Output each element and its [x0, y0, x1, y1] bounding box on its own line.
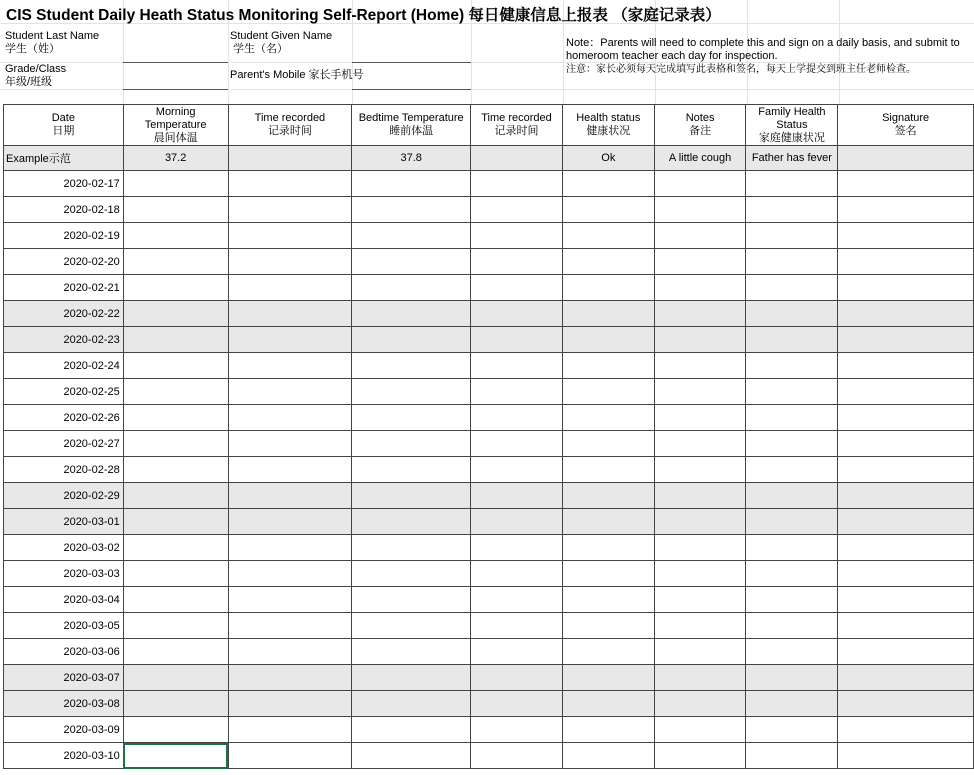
family-health-cell[interactable] — [746, 691, 838, 717]
signature-cell[interactable] — [838, 327, 974, 353]
header-signature: Signature 签名 — [838, 105, 974, 146]
time-recorded-2-cell[interactable] — [471, 431, 563, 457]
morning-temp-cell[interactable] — [123, 379, 228, 405]
header-time-recorded-2: Time recorded 记录时间 — [471, 105, 563, 146]
bedtime-temp-cell[interactable] — [352, 223, 471, 249]
parent-mobile-input-line[interactable] — [352, 89, 471, 90]
notes-cell[interactable] — [654, 691, 746, 717]
morning-temp-cell[interactable] — [123, 197, 228, 223]
family-health-cell[interactable] — [746, 561, 838, 587]
health-status-cell[interactable] — [562, 379, 654, 405]
time-recorded-2-cell[interactable] — [471, 249, 563, 275]
health-status-cell[interactable] — [562, 197, 654, 223]
time-recorded-1-cell[interactable] — [228, 353, 352, 379]
date-cell[interactable]: 2020-02-25 — [4, 379, 124, 405]
health-status-cell[interactable] — [562, 405, 654, 431]
health-status-cell[interactable] — [562, 717, 654, 743]
bedtime-temp-cell[interactable] — [352, 743, 471, 769]
date-cell[interactable]: 2020-03-04 — [4, 587, 124, 613]
time-recorded-1-cell[interactable] — [228, 483, 352, 509]
health-status-cell[interactable] — [562, 301, 654, 327]
signature-cell[interactable] — [838, 457, 974, 483]
notes-cell[interactable] — [654, 665, 746, 691]
example-bedtime-temp: 37.8 — [352, 146, 471, 171]
example-morning-temp: 37.2 — [123, 146, 228, 171]
table-row — [4, 197, 974, 223]
signature-cell[interactable] — [838, 509, 974, 535]
health-status-cell[interactable] — [562, 665, 654, 691]
notes-cell[interactable] — [654, 275, 746, 301]
bedtime-temp-cell[interactable] — [352, 353, 471, 379]
family-health-cell[interactable] — [746, 587, 838, 613]
time-recorded-2-cell[interactable] — [471, 405, 563, 431]
time-recorded-1-cell[interactable] — [228, 431, 352, 457]
note-text-line2: homeroom teacher each day for inspection. — [566, 50, 778, 62]
grade-input-line[interactable] — [123, 89, 228, 90]
notes-cell[interactable] — [654, 535, 746, 561]
header-time-recorded-1: Time recorded 记录时间 — [228, 105, 352, 146]
health-status-cell[interactable] — [562, 223, 654, 249]
notes-cell[interactable] — [654, 717, 746, 743]
morning-temp-cell[interactable] — [123, 613, 228, 639]
time-recorded-2-cell[interactable] — [471, 639, 563, 665]
time-recorded-1-cell[interactable] — [228, 691, 352, 717]
bedtime-temp-cell[interactable] — [352, 509, 471, 535]
signature-cell[interactable] — [838, 171, 974, 197]
family-health-cell[interactable] — [746, 535, 838, 561]
morning-temp-cell[interactable] — [123, 275, 228, 301]
time-recorded-2-cell[interactable] — [471, 587, 563, 613]
example-row — [4, 146, 974, 171]
table-row — [4, 223, 974, 249]
family-health-cell[interactable] — [746, 717, 838, 743]
time-recorded-1-cell[interactable] — [228, 301, 352, 327]
date-cell[interactable]: 2020-02-22 — [4, 301, 124, 327]
date-cell[interactable]: 2020-02-23 — [4, 327, 124, 353]
date-cell[interactable]: 2020-03-05 — [4, 613, 124, 639]
time-recorded-1-cell[interactable] — [228, 405, 352, 431]
date-cell[interactable]: 2020-02-26 — [4, 405, 124, 431]
header-date: Date 日期 — [4, 105, 124, 146]
health-status-cell[interactable] — [562, 457, 654, 483]
family-health-cell[interactable] — [746, 639, 838, 665]
notes-cell[interactable] — [654, 405, 746, 431]
notes-cell[interactable] — [654, 431, 746, 457]
time-recorded-1-cell[interactable] — [228, 717, 352, 743]
bedtime-temp-cell[interactable] — [352, 639, 471, 665]
morning-temp-cell[interactable] — [123, 509, 228, 535]
bedtime-temp-cell[interactable] — [352, 691, 471, 717]
family-health-cell[interactable] — [746, 457, 838, 483]
notes-cell[interactable] — [654, 223, 746, 249]
bedtime-temp-cell[interactable] — [352, 405, 471, 431]
signature-cell[interactable] — [838, 379, 974, 405]
morning-temp-cell[interactable] — [123, 223, 228, 249]
table-row — [4, 483, 974, 509]
health-status-cell[interactable] — [562, 743, 654, 769]
family-health-cell[interactable] — [746, 327, 838, 353]
health-status-cell[interactable] — [562, 431, 654, 457]
signature-cell[interactable] — [838, 223, 974, 249]
health-status-cell[interactable] — [562, 327, 654, 353]
header-notes: Notes 备注 — [654, 105, 746, 146]
table-row — [4, 171, 974, 197]
bedtime-temp-cell[interactable] — [352, 197, 471, 223]
morning-temp-cell[interactable] — [123, 561, 228, 587]
morning-temp-cell[interactable] — [123, 587, 228, 613]
header-morning-temp: Morning Temperature 晨间体温 — [123, 105, 228, 146]
date-cell[interactable]: 2020-03-10 — [4, 743, 124, 769]
date-cell[interactable]: 2020-02-21 — [4, 275, 124, 301]
signature-cell[interactable] — [838, 587, 974, 613]
time-recorded-2-cell[interactable] — [471, 535, 563, 561]
time-recorded-2-cell[interactable] — [471, 717, 563, 743]
example-family: Father has fever — [746, 146, 838, 171]
notes-cell[interactable] — [654, 561, 746, 587]
time-recorded-1-cell[interactable] — [228, 457, 352, 483]
time-recorded-1-cell[interactable] — [228, 327, 352, 353]
notes-cell[interactable] — [654, 379, 746, 405]
example-signature — [838, 146, 974, 171]
date-cell[interactable]: 2020-03-07 — [4, 665, 124, 691]
note-text-line1: Note：Parents will need to complete this and sign on a daily basis, and submit to — [566, 37, 960, 49]
example-notes: A little cough — [654, 146, 746, 171]
health-log-table — [3, 104, 974, 769]
time-recorded-1-cell[interactable] — [228, 249, 352, 275]
table-row — [4, 535, 974, 561]
bedtime-temp-cell[interactable] — [352, 535, 471, 561]
notes-cell[interactable] — [654, 197, 746, 223]
family-health-cell[interactable] — [746, 509, 838, 535]
health-status-cell[interactable] — [562, 691, 654, 717]
given-name-input-line[interactable] — [352, 62, 471, 63]
time-recorded-2-cell[interactable] — [471, 561, 563, 587]
header-health-status: Health status 健康状况 — [562, 105, 654, 146]
date-cell[interactable]: 2020-03-08 — [4, 691, 124, 717]
signature-cell[interactable] — [838, 743, 974, 769]
morning-temp-cell[interactable] — [123, 353, 228, 379]
signature-cell[interactable] — [838, 301, 974, 327]
time-recorded-2-cell[interactable] — [471, 327, 563, 353]
family-health-cell[interactable] — [746, 431, 838, 457]
signature-cell[interactable] — [838, 535, 974, 561]
table-row — [4, 327, 974, 353]
morning-temp-cell[interactable] — [123, 327, 228, 353]
time-recorded-1-cell[interactable] — [228, 509, 352, 535]
date-cell[interactable]: 2020-02-19 — [4, 223, 124, 249]
date-cell[interactable]: 2020-02-24 — [4, 353, 124, 379]
given-name-label-zh: 学生（名） — [233, 43, 288, 55]
date-cell[interactable]: 2020-03-01 — [4, 509, 124, 535]
bedtime-temp-cell[interactable] — [352, 457, 471, 483]
morning-temp-cell[interactable] — [123, 483, 228, 509]
header-bedtime-temp: Bedtime Temperature 睡前体温 — [352, 105, 471, 146]
time-recorded-2-cell[interactable] — [471, 171, 563, 197]
notes-cell[interactable] — [654, 639, 746, 665]
signature-cell[interactable] — [838, 483, 974, 509]
date-cell[interactable]: 2020-03-03 — [4, 561, 124, 587]
grade-label-zh: 年级/班级 — [5, 76, 53, 88]
family-health-cell[interactable] — [746, 301, 838, 327]
bedtime-temp-cell[interactable] — [352, 275, 471, 301]
morning-temp-cell[interactable] — [123, 431, 228, 457]
date-cell[interactable]: 2020-02-29 — [4, 483, 124, 509]
header-family-health: Family Health Status 家庭健康状况 — [746, 105, 838, 146]
morning-temp-cell[interactable] — [123, 717, 228, 743]
header-row — [4, 105, 974, 146]
time-recorded-1-cell[interactable] — [228, 171, 352, 197]
table-row — [4, 301, 974, 327]
health-status-cell[interactable] — [562, 275, 654, 301]
time-recorded-2-cell[interactable] — [471, 483, 563, 509]
notes-cell[interactable] — [654, 249, 746, 275]
given-name-label: Student Given Name — [230, 30, 333, 42]
bedtime-temp-cell[interactable] — [352, 301, 471, 327]
family-health-cell[interactable] — [746, 171, 838, 197]
time-recorded-1-cell[interactable] — [228, 743, 352, 769]
example-label: Example示范 — [4, 146, 124, 171]
notes-cell[interactable] — [654, 327, 746, 353]
time-recorded-2-cell[interactable] — [471, 457, 563, 483]
signature-cell[interactable] — [838, 613, 974, 639]
date-cell[interactable]: 2020-02-27 — [4, 431, 124, 457]
morning-temp-cell[interactable] — [123, 743, 228, 769]
notes-cell[interactable] — [654, 301, 746, 327]
table-row — [4, 275, 974, 301]
grade-label: Grade/Class — [5, 63, 67, 75]
time-recorded-2-cell[interactable] — [471, 509, 563, 535]
health-status-cell[interactable] — [562, 249, 654, 275]
signature-cell[interactable] — [838, 249, 974, 275]
notes-cell[interactable] — [654, 587, 746, 613]
health-status-cell[interactable] — [562, 171, 654, 197]
date-cell[interactable]: 2020-02-17 — [4, 171, 124, 197]
bedtime-temp-cell[interactable] — [352, 587, 471, 613]
notes-cell[interactable] — [654, 171, 746, 197]
table-row — [4, 665, 974, 691]
bedtime-temp-cell[interactable] — [352, 483, 471, 509]
signature-cell[interactable] — [838, 717, 974, 743]
time-recorded-2-cell[interactable] — [471, 665, 563, 691]
notes-cell[interactable] — [654, 353, 746, 379]
bedtime-temp-cell[interactable] — [352, 249, 471, 275]
table-row — [4, 743, 974, 769]
notes-cell[interactable] — [654, 743, 746, 769]
table-row — [4, 457, 974, 483]
date-cell[interactable]: 2020-03-09 — [4, 717, 124, 743]
notes-cell[interactable] — [654, 457, 746, 483]
health-status-cell[interactable] — [562, 639, 654, 665]
example-health: Ok — [562, 146, 654, 171]
table-row — [4, 613, 974, 639]
date-cell[interactable]: 2020-03-02 — [4, 535, 124, 561]
table-row — [4, 379, 974, 405]
bedtime-temp-cell[interactable] — [352, 171, 471, 197]
bedtime-temp-cell[interactable] — [352, 613, 471, 639]
date-cell[interactable]: 2020-02-28 — [4, 457, 124, 483]
signature-cell[interactable] — [838, 665, 974, 691]
table-row — [4, 405, 974, 431]
signature-cell[interactable] — [838, 431, 974, 457]
time-recorded-1-cell[interactable] — [228, 639, 352, 665]
morning-temp-cell[interactable] — [123, 405, 228, 431]
health-status-cell[interactable] — [562, 587, 654, 613]
table-row — [4, 587, 974, 613]
signature-cell[interactable] — [838, 275, 974, 301]
morning-temp-cell[interactable] — [123, 691, 228, 717]
time-recorded-1-cell[interactable] — [228, 223, 352, 249]
family-health-cell[interactable] — [746, 379, 838, 405]
date-cell[interactable]: 2020-02-20 — [4, 249, 124, 275]
last-name-label-zh: 学生（姓） — [5, 43, 60, 55]
morning-temp-cell[interactable] — [123, 171, 228, 197]
time-recorded-1-cell[interactable] — [228, 275, 352, 301]
family-health-cell[interactable] — [746, 223, 838, 249]
table-row — [4, 509, 974, 535]
time-recorded-2-cell[interactable] — [471, 379, 563, 405]
bedtime-temp-cell[interactable] — [352, 379, 471, 405]
time-recorded-2-cell[interactable] — [471, 223, 563, 249]
bedtime-temp-cell[interactable] — [352, 431, 471, 457]
last-name-input-line[interactable] — [123, 62, 228, 63]
signature-cell[interactable] — [838, 197, 974, 223]
date-cell[interactable]: 2020-03-06 — [4, 639, 124, 665]
table-row — [4, 431, 974, 457]
time-recorded-2-cell[interactable] — [471, 691, 563, 717]
signature-cell[interactable] — [838, 561, 974, 587]
time-recorded-2-cell[interactable] — [471, 743, 563, 769]
time-recorded-2-cell[interactable] — [471, 275, 563, 301]
table-row — [4, 639, 974, 665]
health-status-cell[interactable] — [562, 509, 654, 535]
notes-cell[interactable] — [654, 613, 746, 639]
bedtime-temp-cell[interactable] — [352, 717, 471, 743]
signature-cell[interactable] — [838, 353, 974, 379]
time-recorded-1-cell[interactable] — [228, 379, 352, 405]
table-row — [4, 249, 974, 275]
morning-temp-cell[interactable] — [123, 457, 228, 483]
notes-cell[interactable] — [654, 483, 746, 509]
health-status-cell[interactable] — [562, 561, 654, 587]
bedtime-temp-cell[interactable] — [352, 665, 471, 691]
family-health-cell[interactable] — [746, 353, 838, 379]
time-recorded-1-cell[interactable] — [228, 587, 352, 613]
family-health-cell[interactable] — [746, 665, 838, 691]
form-title: CIS Student Daily Heath Status Monitoring Self-Report (Home) 每日健康信息上报表 （家庭记录表） — [6, 7, 721, 24]
health-status-cell[interactable] — [562, 613, 654, 639]
morning-temp-cell[interactable] — [123, 249, 228, 275]
time-recorded-1-cell[interactable] — [228, 197, 352, 223]
time-recorded-1-cell[interactable] — [228, 665, 352, 691]
health-status-cell[interactable] — [562, 483, 654, 509]
time-recorded-2-cell[interactable] — [471, 353, 563, 379]
table-row — [4, 691, 974, 717]
signature-cell[interactable] — [838, 639, 974, 665]
family-health-cell[interactable] — [746, 743, 838, 769]
parent-mobile-label: Parent's Mobile 家长手机号 — [230, 69, 364, 81]
time-recorded-1-cell[interactable] — [228, 561, 352, 587]
table-row — [4, 561, 974, 587]
last-name-label: Student Last Name — [5, 30, 100, 42]
bedtime-temp-cell[interactable] — [352, 327, 471, 353]
example-time-1 — [228, 146, 352, 171]
note-text-zh: 注意：家长必须每天完成填写此表格和签名，每天上学提交到班主任老师检查。 — [566, 64, 916, 75]
table-row — [4, 717, 974, 743]
health-status-cell[interactable] — [562, 535, 654, 561]
family-health-cell[interactable] — [746, 275, 838, 301]
notes-cell[interactable] — [654, 509, 746, 535]
morning-temp-cell[interactable] — [123, 535, 228, 561]
example-time-2 — [471, 146, 563, 171]
signature-cell[interactable] — [838, 405, 974, 431]
time-recorded-1-cell[interactable] — [228, 613, 352, 639]
morning-temp-cell[interactable] — [123, 639, 228, 665]
time-recorded-2-cell[interactable] — [471, 301, 563, 327]
family-health-cell[interactable] — [746, 197, 838, 223]
family-health-cell[interactable] — [746, 483, 838, 509]
family-health-cell[interactable] — [746, 249, 838, 275]
time-recorded-2-cell[interactable] — [471, 613, 563, 639]
family-health-cell[interactable] — [746, 613, 838, 639]
time-recorded-2-cell[interactable] — [471, 197, 563, 223]
signature-cell[interactable] — [838, 691, 974, 717]
date-cell[interactable]: 2020-02-18 — [4, 197, 124, 223]
bedtime-temp-cell[interactable] — [352, 561, 471, 587]
health-status-cell[interactable] — [562, 353, 654, 379]
morning-temp-cell[interactable] — [123, 665, 228, 691]
time-recorded-1-cell[interactable] — [228, 535, 352, 561]
morning-temp-cell[interactable] — [123, 301, 228, 327]
table-row — [4, 353, 974, 379]
family-health-cell[interactable] — [746, 405, 838, 431]
